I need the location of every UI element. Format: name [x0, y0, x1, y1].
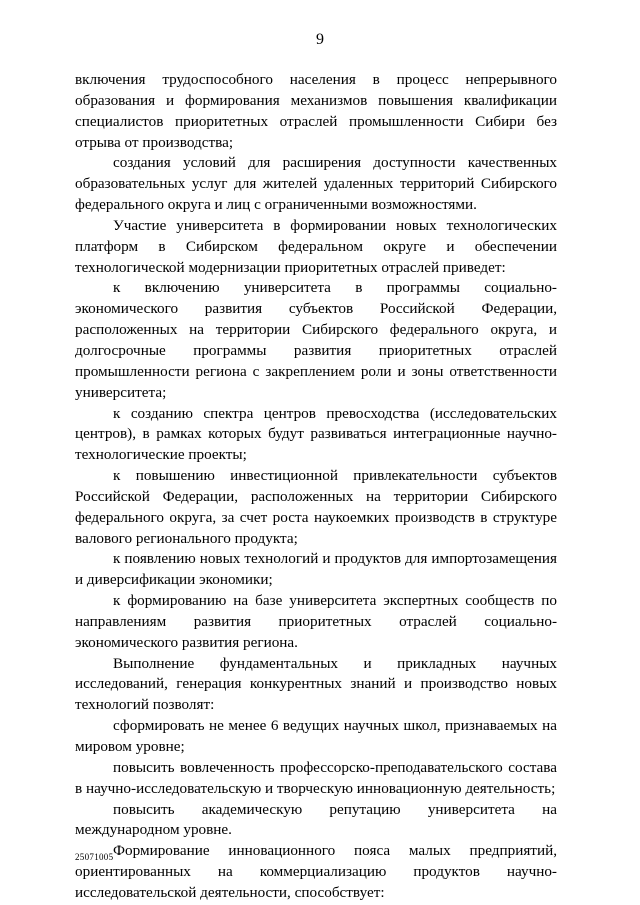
paragraph: к повышению инвестиционной привлекательности субъектов Российской Федерации, расположенных на территории Сибирского федерального округа, за счет роста наукоемких производств в структуре валового регионального продукта;	[75, 467, 557, 547]
paragraph: повысить вовлеченность профессорско-преподавательского состава в научно-исследовательскую и творческую инновационную деятельность;	[75, 758, 557, 797]
paragraph: Выполнение фундаментальных и прикладных научных исследований, генерация конкурентных знаний и производство новых технологий позволят:	[75, 654, 557, 714]
paragraph: сформировать не менее 6 ведущих научных школ, признаваемых на мировом уровне;	[75, 717, 557, 755]
paragraph: создания условий для расширения доступности качественных образовательных услуг для жителей удаленных территорий Сибирского федерального округа и лиц с ограниченными возможностями.	[75, 154, 557, 214]
paragraph: Формирование инновационного пояса малых предприятий, ориентированных на коммерциализацию продуктов научно-исследовательской деятельности, способствует:	[75, 842, 557, 901]
paragraph: включения трудоспособного населения в процесс непрерывного образования и формирования механизмов повышения квалификации специалистов приоритетных отраслей промышленности Сибири без отрыва от производства;	[75, 71, 557, 151]
document-code: 25071005	[75, 852, 114, 862]
paragraph: к появлению новых технологий и продуктов для импортозамещения и диверсификации экономики;	[75, 550, 557, 589]
page-number: 9	[316, 31, 324, 48]
document-body	[75, 70, 557, 904]
paragraph: повысить академическую репутацию университета на международном уровне.	[75, 800, 557, 839]
paragraph: к включению университета в программы социально-экономического развития субъектов Российской Федерации, расположенных на территории Сибирского федерального округа, и долгосрочные программы развития приоритетных отраслей промышленности региона с закреплением роли и зоны ответственности университета;	[75, 279, 557, 401]
paragraph: к формированию на базе университета экспертных сообществ по направлениям развития приоритетных отраслей социально-экономического развития региона.	[75, 592, 557, 651]
paragraph: Участие университета в формировании новых технологических платформ в Сибирском федеральном округе и обеспечении технологической модернизации приоритетных отраслей приведет:	[75, 216, 557, 276]
paragraph: к созданию спектра центров превосходства (исследовательских центров), в рамках которых будут развиваться интеграционные научно-технологические проекты;	[75, 404, 557, 464]
